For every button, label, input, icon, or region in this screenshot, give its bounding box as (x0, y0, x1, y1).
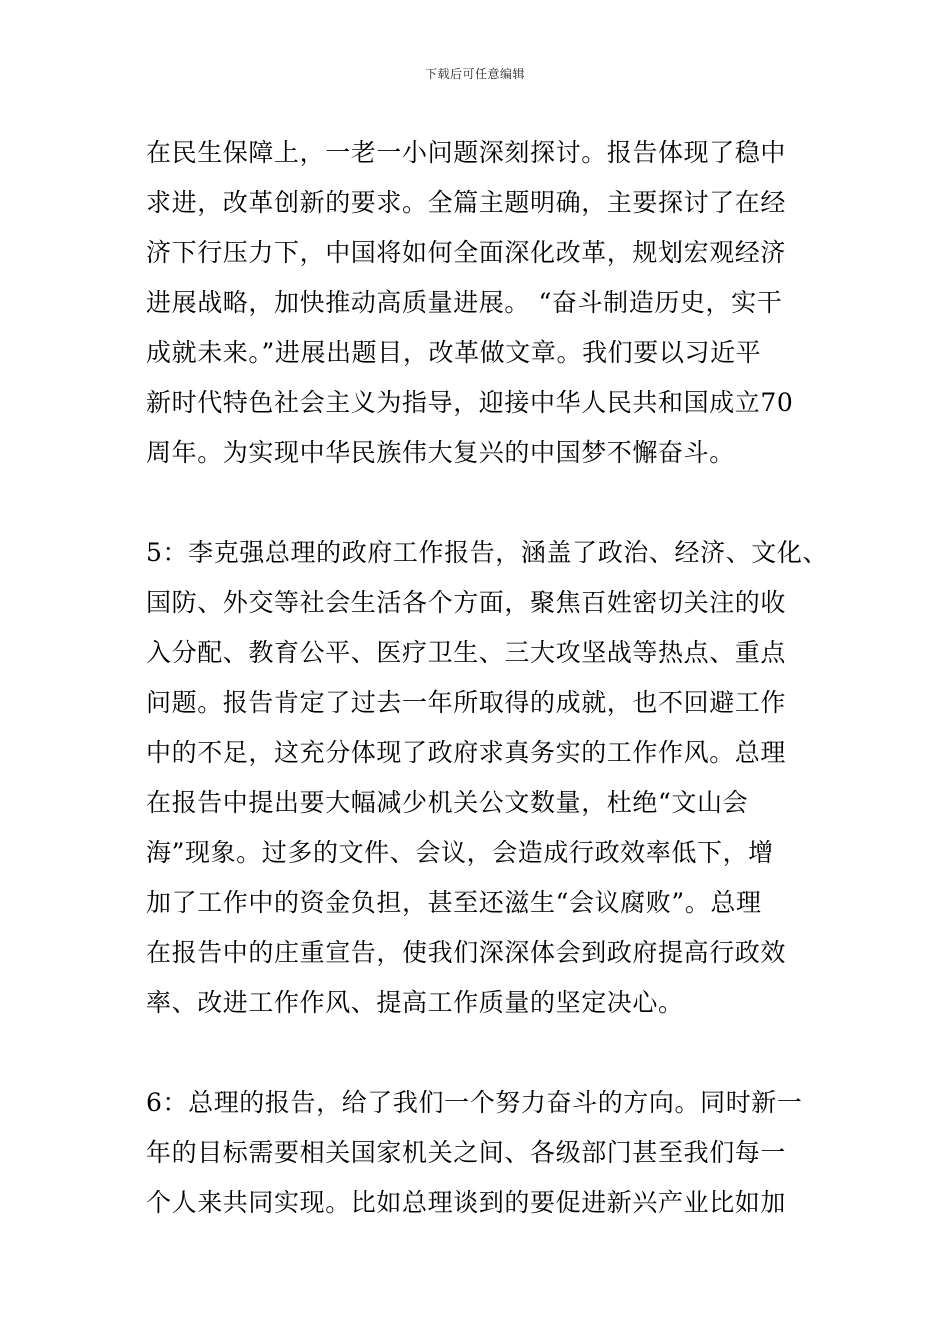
page-header: 下载后可任意编辑 (424, 67, 525, 81)
document-body (146, 128, 836, 1228)
text-line: 求进，改革创新的要求。全篇主题明确，主要探讨了在经 (146, 188, 787, 217)
text-line: 周年。为实现中华民族伟大复兴的中国梦不懈奋斗。 (146, 438, 735, 467)
text-line: 个人来共同实现。比如总理谈到的要促进新兴产业比如加 (146, 1188, 787, 1217)
text-line: 国防、外交等社会生活各个方面，聚焦百姓密切关注的收 (146, 588, 787, 617)
text-line: 在报告中提出要大幅减少机关公文数量，杜绝“文山会 (146, 788, 749, 817)
text-line: 成就未来。”进展出题目，改革做文章。我们要以习近平 (146, 338, 762, 367)
paragraph-3 (146, 1078, 836, 1228)
paragraph-gap (146, 478, 836, 528)
paragraph-gap (146, 1028, 836, 1078)
text-line: 5：李克强总理的政府工作报告，涵盖了政治、经济、文化、 (146, 538, 829, 567)
text-line: 中的不足，这充分体现了政府求真务实的工作作风。总理 (146, 738, 787, 767)
text-line: 6：总理的报告，给了我们一个努力奋斗的方向。同时新一 (146, 1088, 803, 1117)
text-line: 率、改进工作作风、提高工作质量的坚定决心。 (146, 988, 684, 1017)
text-line: 海”现象。过多的文件、会议，会造成行政效率低下，增 (146, 838, 774, 867)
text-line: 问题。报告肯定了过去一年所取得的成就，也不回避工作 (146, 688, 787, 717)
text-line: 进展战略，加快推动高质量进展。 “奋斗制造历史，实干 (146, 288, 783, 317)
text-line: 加了工作中的资金负担，甚至还滋生“会议腐败”。总理 (146, 888, 762, 917)
text-line: 在报告中的庄重宣告，使我们深深体会到政府提高行政效 (146, 938, 787, 967)
paragraph-1 (146, 128, 836, 478)
text-line: 在民生保障上，一老一小问题深刻探讨。报告体现了稳中 (146, 138, 787, 167)
paragraph-2 (146, 528, 836, 1028)
text-line: 年的目标需要相关国家机关之间、各级部门甚至我们每一 (146, 1138, 787, 1167)
text-line: 入分配、教育公平、医疗卫生、三大攻坚战等热点、重点 (146, 638, 787, 667)
text-line: 济下行压力下，中国将如何全面深化改革，规划宏观经济 (146, 238, 787, 267)
text-line: 新时代特色社会主义为指导，迎接中华人民共和国成立70 (146, 388, 794, 417)
